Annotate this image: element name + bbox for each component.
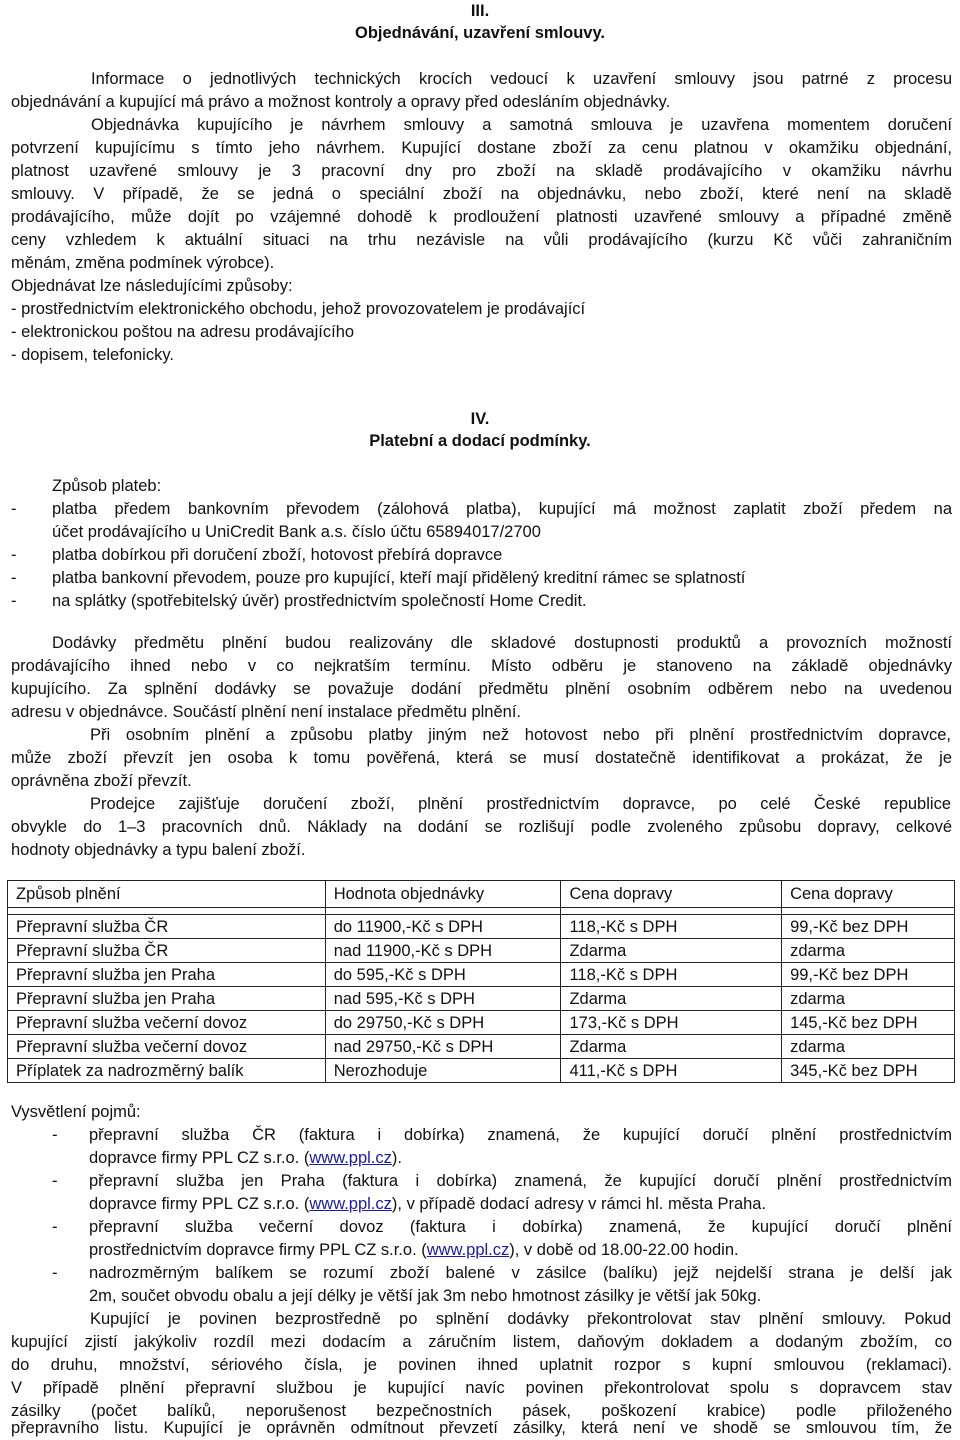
list-item: - dopisem, telefonicky.	[11, 346, 174, 364]
paragraph-line: Prodejce zajišťuje doručení zboží, plnění prostřednictvím dopravce, po celé České republice	[90, 795, 951, 813]
text-span: dopravce firmy PPL CZ s.r.o. (	[89, 1195, 310, 1213]
list-item-continuation	[89, 1239, 739, 1261]
table-cell: nad 11900,-Kč s DPH	[325, 939, 561, 963]
section-4-title: Platební a dodací podmínky.	[369, 432, 591, 450]
table-cell: Nerozhoduje	[325, 1059, 561, 1083]
list-item: platba dobírkou při doručení zboží, hotovost přebírá dopravce	[52, 546, 503, 564]
table-cell: 99,-Kč bez DPH	[782, 963, 955, 987]
table-cell: 99,-Kč bez DPH	[782, 915, 955, 939]
table-cell: nad 29750,-Kč s DPH	[325, 1035, 561, 1059]
list-dash: -	[52, 1264, 58, 1282]
list-item: platba předem bankovním převodem (zálohová platba), kupující má možnost zaplatit zboží předem na	[52, 500, 952, 518]
list-dash: -	[52, 1126, 58, 1144]
section-3-title: Objednávání, uzavření smlouvy.	[354, 24, 606, 42]
table-cell: nad 595,-Kč s DPH	[325, 987, 561, 1011]
ppl-link[interactable]: www.ppl.cz	[309, 1149, 392, 1167]
list-dash: -	[52, 1172, 58, 1190]
paragraph-line: měnám, změna podmínek výrobce).	[11, 254, 275, 272]
table-cell: do 29750,-Kč s DPH	[325, 1011, 561, 1035]
paragraph-line: V případě plnění přepravní službou je kupující navíc povinen překontrolovat spolu s dopravcem stav	[11, 1379, 952, 1397]
list-item: přepravní služba ČR (faktura i dobírka) znamená, že kupující doručí plnění prostřednictvím	[89, 1126, 952, 1144]
list-dash: -	[11, 546, 17, 564]
table-header-cell: Cena dopravy	[561, 881, 782, 908]
table-cell: 118,-Kč s DPH	[561, 915, 782, 939]
table-cell: zdarma	[782, 987, 955, 1011]
list-item-continuation	[89, 1147, 402, 1169]
shipping-table	[7, 880, 955, 1083]
table-cell: 345,-Kč bez DPH	[782, 1059, 955, 1083]
section-3-number: III.	[470, 2, 490, 20]
paragraph-line: může zboží převzít jen osoba k tomu pověřená, která se musí dostatečně identifikovat a prokázat, že je	[11, 749, 952, 767]
paragraph-line: hodnoty objednávky a typu balení zboží.	[11, 841, 306, 859]
list-item: účet prodávajícího u UniCredit Bank a.s. číslo účtu 65894017/2700	[52, 523, 541, 541]
table-row	[8, 1035, 955, 1059]
table-cell: Přepravní služba jen Praha	[8, 987, 326, 1011]
paragraph-line: do druhu, množství, sériového čísla, je povinen ihned uplatnit rozpor s kupní smlouvou (reklamaci).	[11, 1356, 952, 1374]
text-span: ).	[391, 1149, 402, 1167]
table-header-cell: Způsob plnění	[8, 881, 326, 908]
table-cell: Zdarma	[561, 987, 782, 1011]
paragraph-line: smlouvy. V případě, že se jedná o speciální zboží na objednávku, nebo zboží, které není na skladě	[11, 185, 952, 203]
list-item-continuation	[89, 1193, 766, 1215]
list-item-continuation: 2m, součet obvodu obalu a její délky je větší jak 3m nebo hmotnost zásilky je větší jak 50kg.	[89, 1287, 762, 1305]
text-span: ), v případě dodací adresy v rámci hl. města Praha.	[391, 1195, 767, 1213]
table-cell: Zdarma	[561, 1035, 782, 1059]
table-cell: zdarma	[782, 1035, 955, 1059]
payment-title: Způsob plateb:	[52, 477, 162, 495]
table-cell: 173,-Kč s DPH	[561, 1011, 782, 1035]
table-cell: 145,-Kč bez DPH	[782, 1011, 955, 1035]
paragraph-line: Objednávka kupujícího je návrhem smlouvy a samotná smlouva je uzavřena momentem doručení	[91, 116, 952, 134]
table-cell: Přepravní služba večerní dovoz	[8, 1035, 326, 1059]
table-cell: zdarma	[782, 939, 955, 963]
ppl-link[interactable]: www.ppl.cz	[426, 1241, 510, 1259]
table-cell: Přepravní služba ČR	[8, 915, 326, 939]
list-dash: -	[11, 569, 17, 587]
table-cell: do 11900,-Kč s DPH	[325, 915, 561, 939]
list-dash: -	[11, 500, 17, 518]
paragraph-line: platnost uzavřené smlouvy je 3 pracovní dny pro zboží na skladě prodávajícího v okamžiku návrhu	[11, 162, 952, 180]
list-item: platba bankovní převodem, pouze pro kupující, kteří mají přidělený kreditní rámec se splatností	[52, 569, 746, 587]
paragraph-line: Při osobním plnění a způsobu platby jiným než hotovost nebo při plnění prostřednictvím dopravce,	[90, 726, 951, 744]
list-dash: -	[11, 592, 17, 610]
table-row	[8, 963, 955, 987]
table-row	[8, 987, 955, 1011]
table-cell: Přepravní služba jen Praha	[8, 963, 326, 987]
text-span: dopravce firmy PPL CZ s.r.o. (	[89, 1149, 310, 1167]
terms-title: Vysvětlení pojmů:	[11, 1103, 141, 1121]
table-cell: Přepravní služba večerní dovoz	[8, 1011, 326, 1035]
paragraph-line: kupující zjistí jakýkoliv rozdíl mezi dodacím a záručním listem, daňovým dokladem a dodaným zbožím, co	[11, 1333, 952, 1351]
paragraph-line: Informace o jednotlivých technických krocích vedoucí k uzavření smlouvy jsou patrné z procesu	[91, 70, 952, 88]
text-span: ), v době od 18.00-22.00 hodin.	[509, 1241, 739, 1259]
table-cell: Zdarma	[561, 939, 782, 963]
table-cell: Příplatek za nadrozměrný balík	[8, 1059, 326, 1083]
table-header-cell: Cena dopravy	[782, 881, 955, 908]
paragraph-line: adresu v objednávce. Součástí plnění není instalace předmětu plnění.	[11, 703, 522, 721]
table-header-cell: Hodnota objednávky	[325, 881, 561, 908]
paragraph-line: objednávání a kupující má právo a možnost kontroly a opravy před odesláním objednávky.	[11, 93, 671, 111]
section-4-number: IV.	[470, 410, 490, 428]
ppl-link[interactable]: www.ppl.cz	[309, 1195, 392, 1213]
list-item: - elektronickou poštou na adresu prodávajícího	[11, 323, 355, 341]
text-span: prostřednictvím dopravce firmy PPL CZ s.r.o. (	[89, 1241, 427, 1259]
paragraph-line: Dodávky předmětu plnění budou realizovány dle skladové dostupnosti produktů a provozních možností	[52, 634, 952, 652]
table-row	[8, 1011, 955, 1035]
table-cell: Přepravní služba ČR	[8, 939, 326, 963]
paragraph-line: Kupující je povinen bezprostředně po splnění dodávky překontrolovat stav plnění smlouvy. Pokud	[90, 1310, 951, 1328]
table-cell: do 595,-Kč s DPH	[325, 963, 561, 987]
paragraph-line: prodávajícího, může dojít po vzájemné dohodě k prodloužení platnosti uzavřené smlouvy a případné změně	[11, 208, 952, 226]
paragraph-line: zásilky (počet balíků, neporušenost bezpečnostních pásek, poškození krabice) podle přiloženého	[11, 1402, 952, 1420]
list-item: nadrozměrným balíkem se rozumí zboží balené v zásilce (balíku) jejž nejdelší strana je delší jak	[89, 1264, 952, 1282]
list-dash: -	[52, 1218, 58, 1236]
paragraph-line: obvykle do 1–3 pracovních dnů. Náklady na dodání se rozlišují podle zvoleného způsobu dopravy, celkové	[11, 818, 952, 836]
paragraph-line: prodávajícího ihned nebo v co nejkratším termínu. Místo odběru je stanoveno na základě objednávky	[11, 657, 952, 675]
list-item: - prostřednictvím elektronického obchodu, jehož provozovatelem je prodávající	[11, 300, 586, 318]
paragraph-line: oprávněna zboží převzít.	[11, 772, 192, 790]
table-row	[8, 1059, 955, 1083]
table-cell: 118,-Kč s DPH	[561, 963, 782, 987]
table-cell: 411,-Kč s DPH	[561, 1059, 782, 1083]
table-row	[8, 915, 955, 939]
order-ways-title: Objednávat lze následujícími způsoby:	[11, 277, 293, 295]
paragraph-line: ceny vzhledem k aktuální situaci na trhu nezávisle na vůli prodávajícího (kurzu Kč vůči zahraničním	[11, 231, 952, 249]
paragraph-line: kupujícího. Za splnění dodávky se považuje dodání předmětu plnění osobním odběrem nebo na uvedenou	[11, 680, 952, 698]
paragraph-line: potvrzení kupujícímu s tímto jeho návrhem. Kupující dostane zboží za cenu platnou v okamžiku objednání,	[11, 139, 952, 157]
table-header-row	[8, 881, 955, 908]
list-item: přepravní služba jen Praha (faktura i dobírka) znamená, že kupující doručí plnění prostřednictvím	[89, 1172, 952, 1190]
paragraph-line: přepravního listu. Kupující je oprávněn odmítnout převzetí zásilky, která není ve shodě se smlouvou tím, že	[11, 1419, 952, 1437]
table-spacer-row	[8, 908, 955, 915]
list-item: na splátky (spotřebitelský úvěr) prostřednictvím společností Home Credit.	[52, 592, 587, 610]
list-item: přepravní služba večerní dovoz (faktura i dobírka) znamená, že kupující doručí plnění	[89, 1218, 952, 1236]
table-row	[8, 939, 955, 963]
